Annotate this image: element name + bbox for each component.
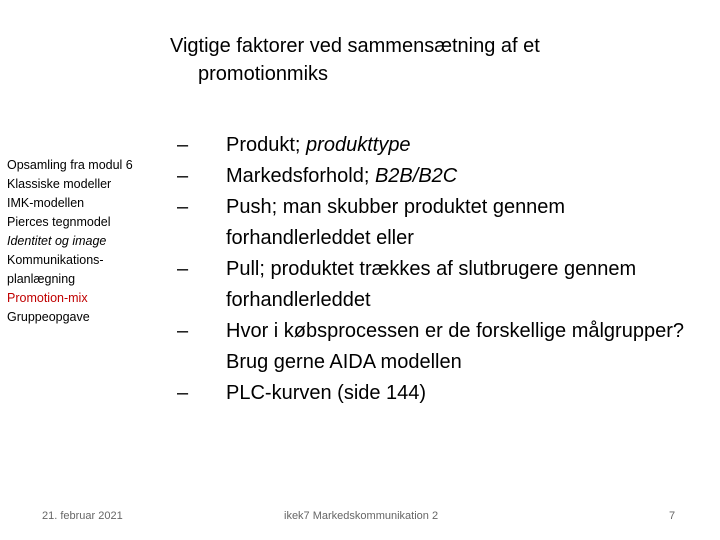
bullet-item	[172, 130, 712, 161]
agenda-item-imk-modellen: IMK-modellen	[7, 196, 85, 210]
agenda-item-identitet-og-image: Identitet og image	[7, 234, 107, 248]
bullet-emphasis: produkttype	[306, 134, 411, 156]
agenda-item-planlaegning: planlægning	[7, 272, 76, 286]
agenda-item-klassiske-modeller: Klassiske modeller	[7, 177, 112, 191]
bullet-text: Markedsforhold;	[226, 165, 375, 187]
slide-number: 7	[669, 510, 676, 522]
bullet-item	[172, 192, 712, 254]
agenda-item-pierces-tegnmodel: Pierces tegnmodel	[7, 215, 111, 229]
agenda-item-kommunikations: Kommunikations-	[7, 253, 104, 267]
agenda-item-promotion-mix: Promotion-mix	[7, 291, 88, 305]
agenda-item-gruppeopgave: Gruppeopgave	[7, 310, 90, 324]
bullet-text: Push; man skubber produktet gennem forhandlerleddet eller	[226, 196, 566, 249]
bullet-emphasis: B2B/B2C	[374, 165, 458, 187]
bullet-item	[172, 161, 712, 192]
bullet-item	[172, 378, 712, 409]
agenda-sidebar	[7, 156, 167, 327]
title-line-1: Vigtige faktorer ved sammensætning af et	[170, 35, 540, 57]
title-line-2: promotionmiks	[198, 63, 329, 85]
bullet-text: Pull; produktet trækkes af slutbrugere gennem forhandlerleddet	[226, 258, 637, 311]
bullet-item	[172, 254, 712, 316]
bullet-list	[172, 130, 712, 409]
slide-title	[170, 32, 640, 88]
footer-date: 21. februar 2021	[42, 510, 123, 522]
footer-course: ikek7 Markedskommunikation 2	[284, 510, 439, 522]
agenda-item-opsamling: Opsamling fra modul 6	[7, 158, 133, 172]
bullet-item	[172, 316, 712, 378]
bullet-text: Hvor i købsprocessen er de forskellige målgrupper? Brug gerne AIDA modellen	[226, 320, 684, 373]
bullet-text: Produkt;	[226, 134, 307, 156]
bullet-text: PLC-kurven (side 144)	[226, 382, 427, 404]
